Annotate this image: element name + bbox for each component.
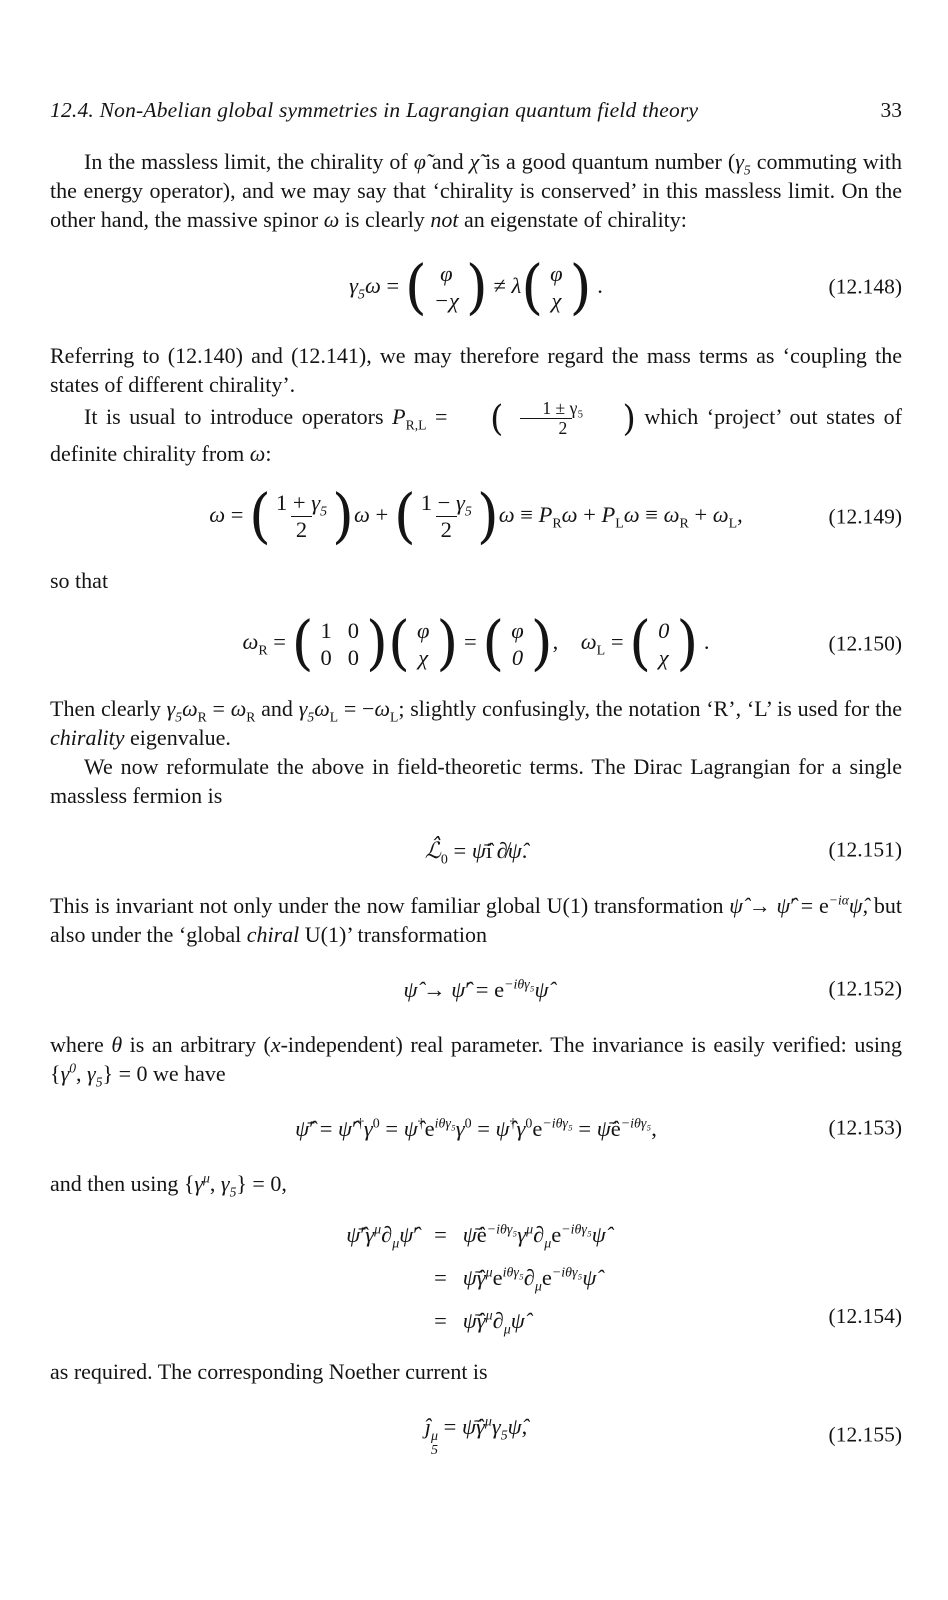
paragraph-where-theta: where θ is an arbitrary (x-independent) real parameter. The invariance is easily verified: using {$\gamma^0$, $\gamma_5\} = 0$ we have <box>50 1031 902 1089</box>
paragraph-invariant: This is invariant not only under the now familiar global U(1) transformation ψ̂ → ψ̂′ = $e^{-i\alpha}\psî$, but also under the ‘global chiral U(1)’ transformation <box>50 892 902 947</box>
paragraph-then-clearly: Then clearly $\gamma_5\omega_R = \omega_R$ and $\gamma_5\omega_L = -\omega_L$; slightly confusingly, the notation ‘R’, ‘L’ is used for the chirality eigenvalue. <box>50 695 903 750</box>
equation-body: ψ̂ → ψ̂′ = $e^{-i\theta\gamma_5}\psî$ <box>403 976 549 1002</box>
equation-12-152 <box>50 975 902 1004</box>
equation-body: $\psî̄'\gamma^\mu\partial_\mu\psî'$ = $\psî̄e^{-i\theta\gamma_5}\gamma^\mu\partial_\mu e^{-i\theta\gamma_5}\psî$ = $\psî̄\gamma^\mu e^{i\theta\gamma_5}\partial_\mu e^{-i\theta\gamma_5}\psî$ = $\psî̄\gamma^\mu\partial_\mu\psî$ <box>346 1221 606 1338</box>
paragraph-referring: Referring to (12.140) and (12.141), we may therefore regard the mass terms as ‘coupling the states of different chirality’. <box>50 342 902 397</box>
paragraph-as-required: as required. The corresponding Noether current is <box>50 1358 488 1384</box>
equation-number: (12.153) <box>828 1115 902 1140</box>
section-title: 12.4. Non-Abelian global symmetries in Lagrangian quantum field theory <box>50 98 699 122</box>
equation-number: (12.151) <box>828 837 902 862</box>
text-so-that: so that <box>50 567 109 593</box>
equation-number: (12.152) <box>828 976 902 1001</box>
equation-number: (12.149) <box>828 504 902 529</box>
page-number: 33 <box>880 98 902 122</box>
equation-number: (12.148) <box>828 274 902 299</box>
paragraph-reformulate: We now reformulate the above in field-theoretic terms. The Dirac Lagrangian for a single massless fermion is <box>50 753 902 808</box>
equation-body: ψ̂̄′ = $\psî'^\dagger\gamma^0$ = $\psî^\dagger e^{i\theta\gamma_5}\gamma^0$ = $\psî^\dagger\gamma^0e^{-i\theta\gamma_5}$ = $\psî̄e^{-i\theta\gamma_5}$, <box>295 1115 657 1141</box>
running-header <box>50 96 902 125</box>
equation-12-153 <box>50 1114 902 1143</box>
paragraph-and-then-using: and then using {$\gamma^\mu$, $\gamma_5\} = 0$, <box>50 1170 287 1199</box>
equation-12-150 <box>50 609 902 678</box>
equation-body: $ℒ̂_0$ = ψ̂̄i ∂̸ψ̂. <box>424 837 528 868</box>
paragraph-massless-limit: In the massless limit, the chirality of φ̃ and χ̃ is a good quantum number ($\gamma_5$ commuting with the energy operator), and we may say that ‘chirality is conserved’ in this massless limit. On the other hand, the massive spinor ω is clearly not an eigenstate of chirality: <box>50 149 903 232</box>
equation-number: (12.154) <box>828 1303 902 1328</box>
equation-body: $\omega_R$ = ( 1 0 0 0 ) ( φ χ ) = ( φ 0 ) , $\omega_L$ = ( 0 χ ) . <box>242 609 710 678</box>
equation-12-148 <box>50 253 902 322</box>
equation-12-149 <box>50 482 902 551</box>
equation-body: ω = ( $\frac{1 + \gamma_5}{2}$ ) ω + ( $\frac{1 - \gamma_5}{2}$ ) $\omega \equiv P_R\omega + P_L\omega \equiv \omega_R + \omega_L$, <box>209 482 743 551</box>
equation-number: (12.155) <box>828 1422 902 1447</box>
equation-12-155 <box>50 1412 902 1460</box>
equation-12-154 <box>50 1220 902 1338</box>
equation-body: $\gamma_5\omega$ = ( φ −χ ) ≠ λ ( φ χ ) . <box>349 253 603 322</box>
equation-body: ĵ μ 5 = $\psî̄\gamma^\mu\gamma_5\psî$, <box>424 1413 528 1459</box>
equation-12-151 <box>50 836 902 868</box>
paragraph-operators: It is usual to introduce operators $P_{R,L}$ = ( $\frac{\text{1 ± γ₅}}{2}$ ) which ‘project’ out states of definite chirality from ω: <box>50 397 902 466</box>
equation-number: (12.150) <box>828 631 902 656</box>
